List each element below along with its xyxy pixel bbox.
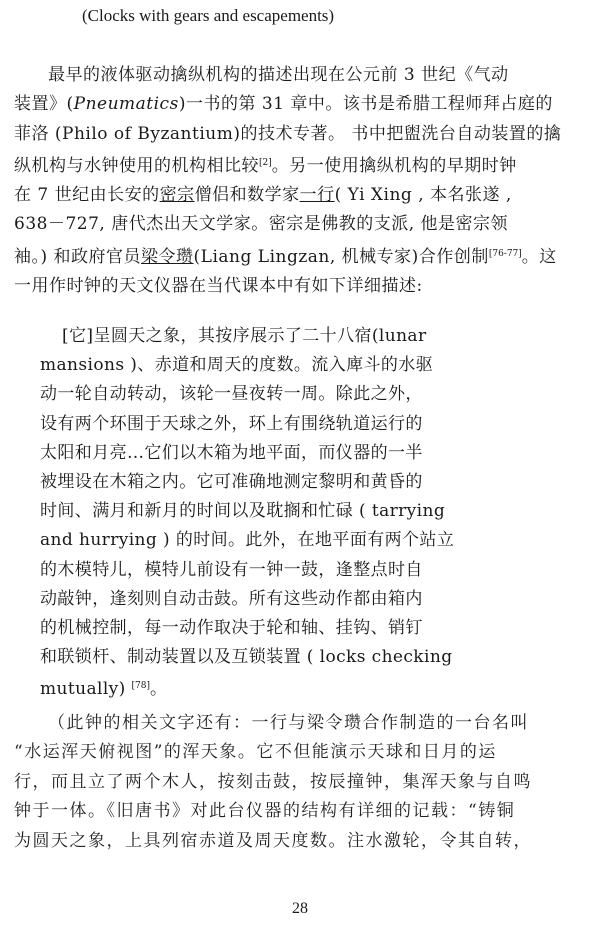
para-line (14, 240, 590, 272)
text-span: )一书的第 31 章中。该书是希腊工程师拜占庭的 (178, 94, 553, 115)
text-span: 纵机构与水钟使用的机构相比较 (14, 155, 259, 176)
underlined-term: 密宗 (159, 185, 195, 206)
section-heading: (Clocks with gears and escapements) (82, 6, 335, 25)
quote-line: 动敲钟，逢刻则自动击鼓。所有这些动作都由箱内 (40, 588, 423, 609)
para-line (14, 149, 590, 181)
book-title-italic: Pneumatics (73, 94, 179, 115)
quote-line: 的木模特儿，模特儿前设有一钟一鼓，逢整点时自 (40, 559, 423, 580)
text-span: 僧侣和数学家 (194, 185, 300, 206)
text-span: ( Yi Xing , 本名张遂 , (334, 185, 512, 206)
underlined-term: 一行 (299, 185, 335, 206)
para-line: 最早的液体驱动擒纵机构的描述出现在公元前 3 世纪《气动 (48, 65, 509, 85)
quote-line (40, 672, 490, 704)
paragraph-note (14, 709, 590, 856)
text-span: 。 (149, 679, 168, 700)
quote-line: 动一轮自动转动，该轮一昼夜转一周。除此之外， (40, 384, 423, 405)
page-number: 28 (292, 900, 308, 917)
underlined-term: 梁令瓒 (141, 246, 194, 267)
quote-line: mansions )、赤道和周天的度数。流入庳斗的水驱 (40, 355, 434, 376)
citation-ref: [76-77] (488, 248, 522, 259)
quote-line: 被埋设在木箱之内。它可准确地测定黎明和黄昏的 (40, 472, 423, 493)
para-line (14, 90, 590, 119)
text-span: mutually) (40, 679, 132, 700)
para-line: 为圆天之象，上具列宿赤道及周天度数。注水激轮，令其自转， (14, 830, 532, 851)
text-span: (Liang Lingzan, 机械专家)合作创制 (193, 246, 489, 267)
quote-line: 时间、满月和新月的时间以及耽搁和忙碌 ( tarrying (40, 501, 446, 522)
citation-ref: [78] (131, 681, 150, 692)
text-span: 。另一使用擒纵机构的早期时钟 (271, 155, 517, 176)
para-line: 钟于一体。《旧唐书》对此台仪器的结构有详细的记载：“铸铜 (14, 801, 516, 822)
quote-line: [它]呈圆天之象，其按序展示了二十八宿(lunar (62, 326, 427, 346)
quote-line: 设有两个环围于天球之外，环上有围绕轨道运行的 (40, 413, 423, 434)
para-line: 一用作时钟的天文仪器在当代课本中有如下详细描述: (14, 276, 423, 297)
block-quote (40, 322, 490, 705)
quote-line: 和联锁杆、制动装置以及互锁装置 ( locks checking (40, 647, 453, 668)
para-line: “水运浑天俯视图”的浑天象。它不但能演示天球和日月的运 (14, 742, 497, 763)
text-span: 。这 (521, 246, 557, 267)
text-span: 装置》( (14, 94, 74, 115)
quote-line: 的机械控制，每一动作取决于轮和轴、挂钩、销钉 (40, 618, 423, 639)
para-line: 菲洛 (Philo of Byzantium)的技术专著。 书中把盥洗台自动装置的擒 (14, 123, 562, 144)
quote-line: and hurrying ) 的时间。此外，在地平面有两个站立 (40, 530, 455, 551)
para-line: （此钟的相关文字还有：一行与梁令瓒合作制造的一台名叫 (48, 713, 529, 733)
para-line (14, 181, 590, 210)
text-span: 袖。) 和政府官员 (14, 246, 142, 267)
text-span: 在 7 世纪由长安的 (14, 185, 160, 206)
quote-line: 太阳和月亮…它们以木箱为地平面，而仪器的一半 (40, 442, 423, 463)
para-line: 行，而且立了两个木人，按刻击鼓，按辰撞钟，集浑天象与自鸣 (14, 771, 532, 792)
para-line: 638－727, 唐代杰出天文学家。密宗是佛教的支派, 他是密宗领 (14, 214, 509, 235)
paragraph-intro (14, 61, 590, 301)
citation-ref: [2] (259, 157, 272, 168)
